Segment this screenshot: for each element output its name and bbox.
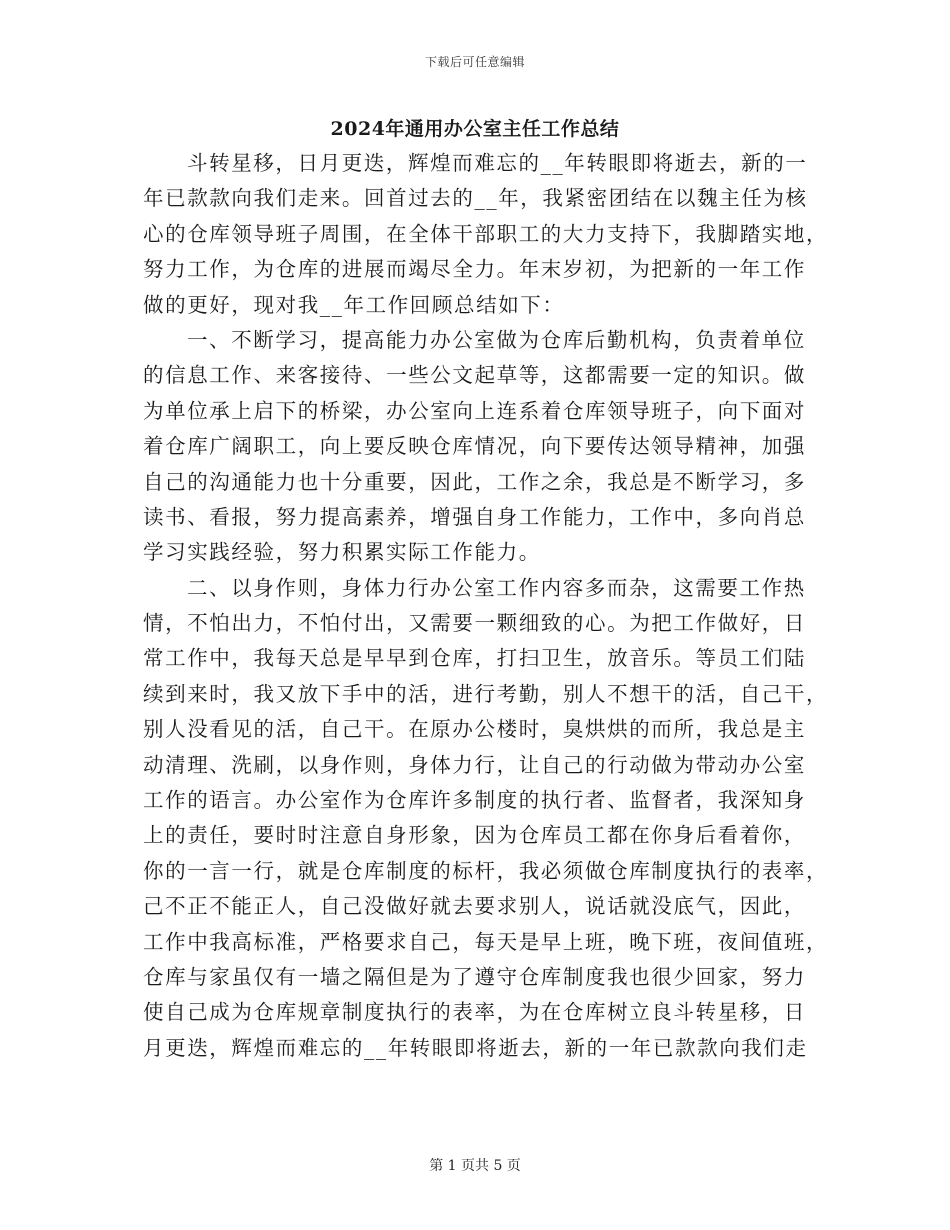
paragraph-line: 仓库与家虽仅有一墙之隔但是为了遵守仓库制度我也很少回家，努力 (143, 964, 806, 989)
paragraph-line: 月更迭，辉煌而难忘的__年转眼即将逝去，新的一年已款款向我们走 (143, 1035, 808, 1060)
paragraph-line: 的信息工作、来客接待、一些公文起草等，这都需要一定的知识。做 (143, 363, 806, 388)
document-body (143, 146, 829, 1066)
paragraph-line: 动清理、洗刷，以身作则，身体力行，让自己的行动做为带动办公室 (143, 752, 806, 777)
paragraph-line: 为单位承上启下的桥梁，办公室向上连系着仓库领导班子，向下面对 (143, 398, 806, 423)
paragraph-line: 努力工作，为仓库的进展而竭尽全力。年末岁初，为把新的一年工作 (143, 257, 806, 282)
page-footer: 第 1 页共 5 页 (429, 1158, 521, 1174)
paragraph-line: 做的更好，现对我__年工作回顾总结如下： (143, 292, 565, 317)
paragraph-line: 工作的语言。办公室作为仓库许多制度的执行者、监督者，我深知身 (143, 788, 806, 813)
paragraph-line: 使自己成为仓库规章制度执行的表率，为在仓库树立良斗转星移，日 (143, 1000, 806, 1025)
paragraph-line: 心的仓库领导班子周围，在全体干部职工的大力支持下，我脚踏实地， (143, 221, 829, 246)
paragraph-line: 年已款款向我们走来。回首过去的__年，我紧密团结在以魏主任为核 (143, 186, 808, 211)
paragraph-line: 着仓库广阔职工，向上要反映仓库情况，向下要传达领导精神，加强 (143, 434, 806, 459)
paragraph-line: 自己的沟通能力也十分重要，因此，工作之余，我总是不断学习，多 (143, 469, 806, 494)
paragraph-line: 常工作中，我每天总是早早到仓库，打扫卫生，放音乐。等员工们陆 (143, 646, 806, 671)
paragraph-line: 斗转星移，日月更迭，辉煌而难忘的__年转眼即将逝去，新的一 (187, 151, 808, 175)
paragraph-line: 读书、看报，努力提高素养，增强自身工作能力，工作中，多向肖总 (143, 504, 806, 529)
paragraph-line: 续到来时，我又放下手中的活，进行考勤，别人不想干的活，自己干， (143, 681, 829, 706)
paragraph-line: 学习实践经验，努力积累实际工作能力。 (143, 540, 541, 565)
paragraph-line: 上的责任，要时时注意自身形象，因为仓库员工都在你身后看着你， (143, 823, 806, 848)
paragraph-line: 二、以身作则，身体力行办公室工作内容多而杂，这需要工作热 (187, 575, 806, 600)
paragraph-line: 工作中我高标准，严格要求自己，每天是早上班，晚下班，夜间值班， (143, 929, 829, 954)
header-note: 下载后可任意编辑 (424, 55, 525, 69)
paragraph-line: 别人没看见的活，自己干。在原办公楼时，臭烘烘的而所，我总是主 (143, 717, 806, 742)
paragraph-line: 你的一言一行，就是仓库制度的标杆，我必须做仓库制度执行的表率， (143, 858, 829, 883)
page-title: 2024年通用办公室主任工作总结 (330, 118, 620, 140)
paragraph-line: 己不正不能正人，自己没做好就去要求别人，说话就没底气，因此， (143, 894, 806, 919)
paragraph-line: 一、不断学习，提高能力办公室做为仓库后勤机构，负责着单位 (187, 327, 806, 352)
paragraph-line: 情，不怕出力，不怕付出，又需要一颗细致的心。为把工作做好，日 (143, 611, 806, 636)
